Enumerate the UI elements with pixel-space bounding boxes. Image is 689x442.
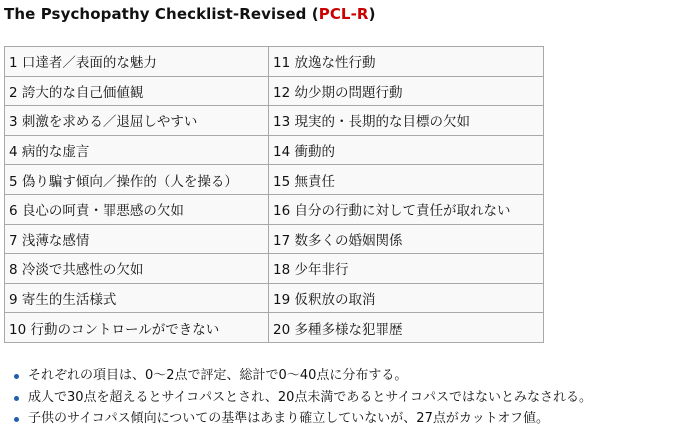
list-item [0,365,592,387]
title-abbreviation: PCL-R [318,5,369,23]
table-row [5,165,544,195]
bullet-icon [14,374,19,379]
checklist-item-left: 9 寄生的生活様式 [5,283,269,313]
checklist-item-left: 4 病的な虚言 [5,135,269,165]
note-text: 成人で30点を超えるとサイコパスとされ、20点未満であるとサイコパスではないとみなされる。 [28,389,593,405]
checklist-item-right: 13 現実的・長期的な目標の欠如 [269,106,544,136]
table-row [5,283,544,313]
table-row [5,47,544,77]
list-item [0,387,592,409]
note-text: 子供のサイコパス傾向についての基準はあまり確立していないが、27点がカットオフ値。 [28,411,549,426]
checklist-table-body [5,47,544,343]
checklist-item-left: 5 偽り騙す傾向／操作的（人を操る） [5,165,269,195]
checklist-item-left: 3 刺激を求める／退屈しやすい [5,106,269,136]
page-title [4,5,376,23]
checklist-item-left: 10 行動のコントロールができない [5,313,269,343]
list-item [0,408,592,430]
notes-list [0,365,592,430]
checklist-item-left: 1 口達者／表面的な魅力 [5,47,269,77]
checklist-table [4,46,544,343]
note-text: それぞれの項目は、0〜2点で評定、総計で0〜40点に分布する。 [28,368,408,383]
checklist-item-right: 17 数多くの婚姻関係 [269,224,544,254]
checklist-item-right: 12 幼少期の問題行動 [269,76,544,106]
checklist-item-left: 6 良心の呵責・罪悪感の欠如 [5,194,269,224]
title-suffix: ) [368,5,376,23]
checklist-item-left: 7 浅薄な感情 [5,224,269,254]
title-prefix: The Psychopathy Checklist-Revised ( [4,5,319,23]
table-row [5,313,544,343]
checklist-item-right: 18 少年非行 [269,254,544,284]
table-row [5,135,544,165]
checklist-item-left: 8 冷淡で共感性の欠如 [5,254,269,284]
checklist-item-right: 15 無責任 [269,165,544,195]
table-row [5,106,544,136]
bullet-icon [14,417,19,422]
table-row [5,224,544,254]
table-row [5,254,544,284]
bullet-icon [14,396,19,401]
checklist-item-right: 11 放逸な性行動 [269,47,544,77]
checklist-item-right: 19 仮釈放の取消 [269,283,544,313]
checklist-item-right: 14 衝動的 [269,135,544,165]
checklist-item-left: 2 誇大的な自己価値観 [5,76,269,106]
table-row [5,194,544,224]
checklist-item-right: 16 自分の行動に対して責任が取れない [269,194,544,224]
checklist-item-right: 20 多種多様な犯罪歴 [269,313,544,343]
table-row [5,76,544,106]
